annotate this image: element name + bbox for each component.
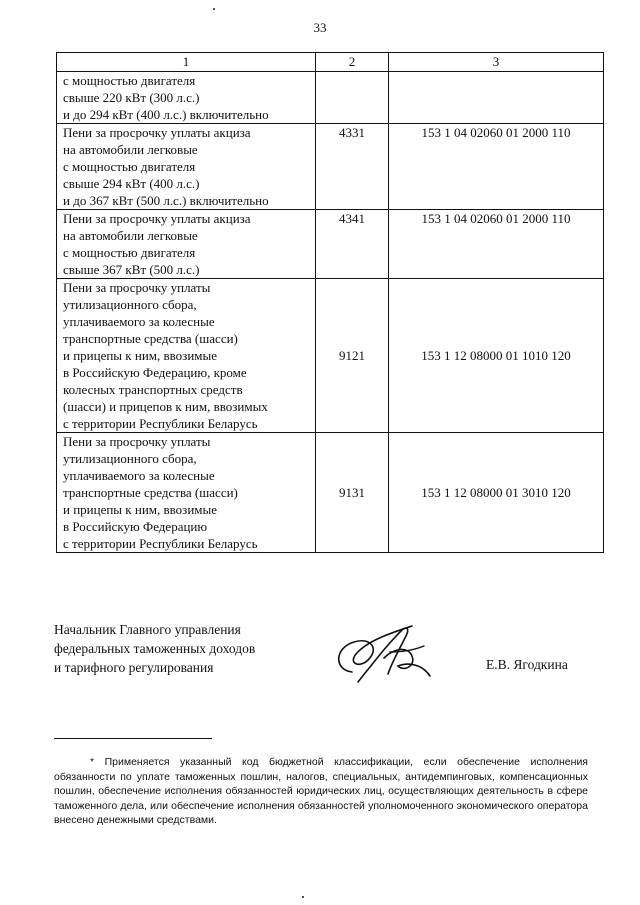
table-header-row — [57, 53, 604, 72]
handwritten-signature — [328, 612, 458, 692]
row-kbk: 153 1 12 08000 01 1010 120 — [389, 279, 604, 433]
row-kbk: 153 1 12 08000 01 3010 120 — [389, 433, 604, 553]
table-row — [57, 433, 604, 553]
column-header-2: 2 — [316, 53, 389, 72]
row-description: Пени за просрочку уплаты утилизационного сбора, уплачиваемого за колесные транспортные средства (шасси) и прицепы к ним, ввозимые в Российскую Федерацию, кроме колесных транспортных средств (шасси) и прицепов к ним, ввозимых с территории Республики Беларусь — [57, 279, 316, 433]
scan-speck — [213, 8, 215, 10]
row-code: 9131 — [316, 433, 389, 553]
row-code: 4341 — [316, 210, 389, 279]
row-code: 9121 — [316, 279, 389, 433]
row-code: 4331 — [316, 124, 389, 210]
row-description: Пени за просрочку уплаты утилизационного сбора, уплачиваемого за колесные транспортные средства (шасси) и прицепы к ним, ввозимые в Российскую Федерацию с территории Республики Беларусь — [57, 433, 316, 553]
page-number: 33 — [313, 20, 327, 35]
row-description: с мощностью двигателя свыше 220 кВт (300 л.с.) и до 294 кВт (400 л.с.) включительно — [57, 72, 316, 124]
scan-speck — [302, 896, 304, 898]
table-row — [57, 279, 604, 433]
table-row — [57, 124, 604, 210]
table-row — [57, 210, 604, 279]
row-code — [316, 72, 389, 124]
row-kbk — [389, 72, 604, 124]
column-header-3: 3 — [389, 53, 604, 72]
row-kbk: 153 1 04 02060 01 2000 110 — [389, 124, 604, 210]
row-description: Пени за просрочку уплаты акциза на автомобили легковые с мощностью двигателя свыше 294 кВт (400 л.с.) и до 367 кВт (500 л.с.) включительно — [57, 124, 316, 210]
table-row — [57, 72, 604, 124]
signatory-name: Е.В. Ягодкина — [486, 657, 568, 672]
row-description: Пени за просрочку уплаты акциза на автомобили легковые с мощностью двигателя свыше 367 кВт (500 л.с.) — [57, 210, 316, 279]
footnote: * Применяется указанный код бюджетной классификации, если обеспечение исполнения обязанности по уплате таможенных пошлин, налогов, специальных, антидемпинговых, компенсационных пошлин, обеспечение исполнения обязанностей юридических лиц, осуществляющих деятельность в сфере таможенного дела, или обеспечение исполнения обязанностей уполномоченного экономического оператора внесено денежными средствами. — [54, 756, 588, 826]
row-kbk: 153 1 04 02060 01 2000 110 — [389, 210, 604, 279]
column-header-1: 1 — [57, 53, 316, 72]
signatory-title: Начальник Главного управления федеральных таможенных доходов и тарифного регулирования — [54, 622, 256, 675]
footnote-separator — [54, 738, 212, 739]
budget-code-table — [56, 52, 604, 553]
